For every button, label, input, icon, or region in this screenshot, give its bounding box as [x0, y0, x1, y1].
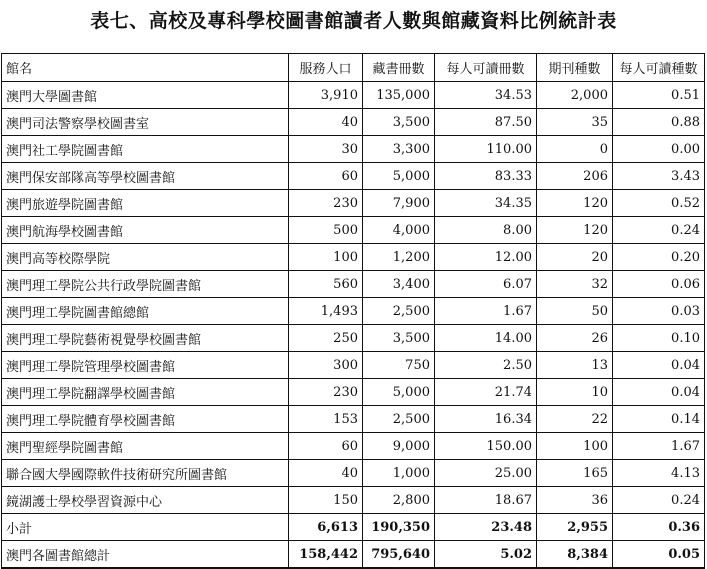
header-titles-per-person: 每人可讀種數 — [613, 54, 705, 82]
cell-volumes-per-person: 6.07 — [435, 271, 537, 298]
cell-periodical-titles: 206 — [537, 163, 613, 190]
subtotal-titles-per-person: 0.36 — [613, 514, 705, 541]
cell-library-name: 澳門理工學院體育學校圖書館 — [2, 406, 289, 433]
cell-volumes-per-person: 18.67 — [435, 487, 537, 514]
table-row — [2, 487, 705, 514]
cell-library-name: 澳門航海學校圖書館 — [2, 217, 289, 244]
cell-book-volumes: 3,500 — [363, 325, 435, 352]
header-service-population: 服務人口 — [289, 54, 363, 82]
subtotal-label: 小計 — [2, 514, 289, 541]
table-row — [2, 271, 705, 298]
cell-periodical-titles: 2,000 — [537, 82, 613, 109]
cell-volumes-per-person: 1.67 — [435, 298, 537, 325]
cell-library-name: 澳門高等校際學院 — [2, 244, 289, 271]
table-row — [2, 352, 705, 379]
statistics-table — [1, 53, 705, 569]
table-row — [2, 433, 705, 460]
table-row — [2, 406, 705, 433]
cell-titles-per-person: 0.04 — [613, 352, 705, 379]
header-book-volumes: 藏書冊數 — [363, 54, 435, 82]
cell-book-volumes: 5,000 — [363, 379, 435, 406]
table-row — [2, 298, 705, 325]
table-row — [2, 136, 705, 163]
cell-volumes-per-person: 34.35 — [435, 190, 537, 217]
cell-volumes-per-person: 14.00 — [435, 325, 537, 352]
cell-book-volumes: 9,000 — [363, 433, 435, 460]
cell-volumes-per-person: 87.50 — [435, 109, 537, 136]
subtotal-volumes-per-person: 23.48 — [435, 514, 537, 541]
grand-total-titles-per-person: 0.05 — [613, 541, 705, 569]
cell-service-population: 3,910 — [289, 82, 363, 109]
cell-volumes-per-person: 21.74 — [435, 379, 537, 406]
cell-book-volumes: 750 — [363, 352, 435, 379]
header-library-name: 館名 — [2, 54, 289, 82]
cell-volumes-per-person: 16.34 — [435, 406, 537, 433]
cell-periodical-titles: 35 — [537, 109, 613, 136]
table-row — [2, 163, 705, 190]
cell-titles-per-person: 1.67 — [613, 433, 705, 460]
cell-titles-per-person: 0.04 — [613, 379, 705, 406]
table-row — [2, 244, 705, 271]
cell-service-population: 40 — [289, 109, 363, 136]
cell-titles-per-person: 0.00 — [613, 136, 705, 163]
cell-service-population: 500 — [289, 217, 363, 244]
cell-volumes-per-person: 8.00 — [435, 217, 537, 244]
cell-periodical-titles: 120 — [537, 190, 613, 217]
subtotal-periodical-titles: 2,955 — [537, 514, 613, 541]
table-row — [2, 325, 705, 352]
cell-volumes-per-person: 12.00 — [435, 244, 537, 271]
cell-book-volumes: 2,500 — [363, 298, 435, 325]
cell-titles-per-person: 0.06 — [613, 271, 705, 298]
cell-periodical-titles: 36 — [537, 487, 613, 514]
cell-library-name: 澳門社工學院圖書館 — [2, 136, 289, 163]
cell-library-name: 澳門理工學院管理學校圖書館 — [2, 352, 289, 379]
cell-service-population: 30 — [289, 136, 363, 163]
table-body — [2, 82, 705, 569]
cell-service-population: 153 — [289, 406, 363, 433]
cell-library-name: 澳門理工學院圖書館總館 — [2, 298, 289, 325]
cell-service-population: 300 — [289, 352, 363, 379]
cell-titles-per-person: 0.51 — [613, 82, 705, 109]
cell-volumes-per-person: 25.00 — [435, 460, 537, 487]
cell-titles-per-person: 0.03 — [613, 298, 705, 325]
cell-service-population: 250 — [289, 325, 363, 352]
cell-volumes-per-person: 83.33 — [435, 163, 537, 190]
cell-titles-per-person: 0.88 — [613, 109, 705, 136]
cell-book-volumes: 4,000 — [363, 217, 435, 244]
cell-periodical-titles: 13 — [537, 352, 613, 379]
cell-periodical-titles: 26 — [537, 325, 613, 352]
header-row — [2, 54, 705, 82]
table-row — [2, 109, 705, 136]
cell-library-name: 澳門司法警察學校圖書室 — [2, 109, 289, 136]
table-row — [2, 217, 705, 244]
cell-service-population: 230 — [289, 379, 363, 406]
cell-service-population: 560 — [289, 271, 363, 298]
cell-titles-per-person: 4.13 — [613, 460, 705, 487]
cell-periodical-titles: 22 — [537, 406, 613, 433]
cell-book-volumes: 2,800 — [363, 487, 435, 514]
cell-library-name: 鏡湖護士學校學習資源中心 — [2, 487, 289, 514]
cell-periodical-titles: 50 — [537, 298, 613, 325]
cell-periodical-titles: 165 — [537, 460, 613, 487]
subtotal-row — [2, 514, 705, 541]
table-row — [2, 460, 705, 487]
cell-periodical-titles: 0 — [537, 136, 613, 163]
cell-periodical-titles: 100 — [537, 433, 613, 460]
header-volumes-per-person: 每人可讀冊數 — [435, 54, 537, 82]
cell-book-volumes: 135,000 — [363, 82, 435, 109]
table-row — [2, 82, 705, 109]
grand-total-service-population: 158,442 — [289, 541, 363, 569]
cell-library-name: 澳門理工學院藝術視覺學校圖書館 — [2, 325, 289, 352]
cell-service-population: 60 — [289, 163, 363, 190]
cell-periodical-titles: 32 — [537, 271, 613, 298]
header-periodical-titles: 期刊種數 — [537, 54, 613, 82]
grand-total-label: 澳門各圖書館總計 — [2, 541, 289, 569]
cell-library-name: 澳門保安部隊高等學校圖書館 — [2, 163, 289, 190]
cell-volumes-per-person: 110.00 — [435, 136, 537, 163]
cell-book-volumes: 5,000 — [363, 163, 435, 190]
cell-periodical-titles: 10 — [537, 379, 613, 406]
cell-service-population: 1,493 — [289, 298, 363, 325]
cell-titles-per-person: 3.43 — [613, 163, 705, 190]
cell-titles-per-person: 0.24 — [613, 487, 705, 514]
cell-book-volumes: 3,300 — [363, 136, 435, 163]
cell-library-name: 聯合國大學國際軟件技術研究所圖書館 — [2, 460, 289, 487]
table-row — [2, 379, 705, 406]
cell-library-name: 澳門理工學院翻譯學校圖書館 — [2, 379, 289, 406]
cell-service-population: 60 — [289, 433, 363, 460]
cell-book-volumes: 2,500 — [363, 406, 435, 433]
cell-library-name: 澳門旅遊學院圖書館 — [2, 190, 289, 217]
cell-titles-per-person: 0.24 — [613, 217, 705, 244]
table-row — [2, 190, 705, 217]
grand-total-book-volumes: 795,640 — [363, 541, 435, 569]
grand-total-volumes-per-person: 5.02 — [435, 541, 537, 569]
cell-service-population: 150 — [289, 487, 363, 514]
cell-book-volumes: 3,500 — [363, 109, 435, 136]
cell-volumes-per-person: 150.00 — [435, 433, 537, 460]
grand-total-periodical-titles: 8,384 — [537, 541, 613, 569]
cell-service-population: 230 — [289, 190, 363, 217]
cell-titles-per-person: 0.20 — [613, 244, 705, 271]
cell-library-name: 澳門大學圖書館 — [2, 82, 289, 109]
cell-periodical-titles: 120 — [537, 217, 613, 244]
cell-book-volumes: 1,200 — [363, 244, 435, 271]
cell-service-population: 40 — [289, 460, 363, 487]
cell-volumes-per-person: 2.50 — [435, 352, 537, 379]
cell-titles-per-person: 0.10 — [613, 325, 705, 352]
grand-total-row — [2, 541, 705, 569]
table-header — [2, 54, 705, 82]
cell-library-name: 澳門聖經學院圖書館 — [2, 433, 289, 460]
cell-library-name: 澳門理工學院公共行政學院圖書館 — [2, 271, 289, 298]
cell-book-volumes: 7,900 — [363, 190, 435, 217]
cell-volumes-per-person: 34.53 — [435, 82, 537, 109]
subtotal-service-population: 6,613 — [289, 514, 363, 541]
cell-periodical-titles: 20 — [537, 244, 613, 271]
cell-book-volumes: 1,000 — [363, 460, 435, 487]
subtotal-book-volumes: 190,350 — [363, 514, 435, 541]
table-title: 表七、高校及專科學校圖書館讀者人數與館藏資料比例統計表 — [90, 10, 617, 32]
cell-titles-per-person: 0.52 — [613, 190, 705, 217]
cell-book-volumes: 3,400 — [363, 271, 435, 298]
cell-service-population: 100 — [289, 244, 363, 271]
cell-titles-per-person: 0.14 — [613, 406, 705, 433]
